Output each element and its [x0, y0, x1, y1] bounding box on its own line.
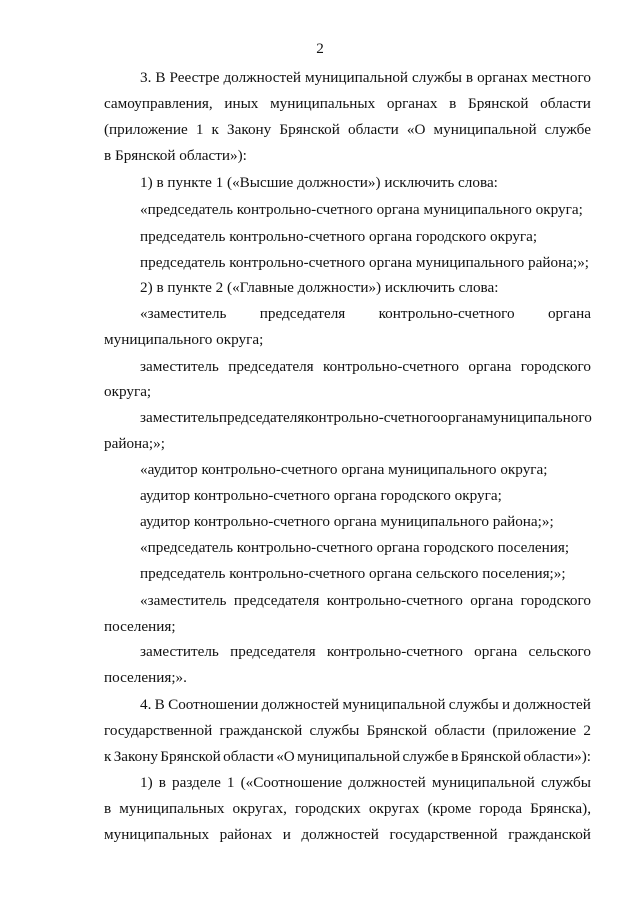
word: (приложение: [104, 121, 188, 138]
word: «заместитель: [140, 592, 227, 609]
word: к: [211, 121, 219, 138]
word: городского: [520, 358, 591, 375]
word: должностей: [261, 696, 340, 713]
text-line: председатель контрольно-счетного органа сельского поселения;»;: [140, 565, 566, 582]
text-line: в Брянской области»):: [104, 147, 247, 164]
word: государственной: [104, 722, 213, 739]
word: председателя: [218, 409, 305, 426]
text-line: аудитор контрольно-счетного органа муниципального района;»;: [140, 513, 554, 530]
word: В: [154, 696, 165, 713]
text-line: округа;: [104, 383, 152, 400]
text-line: [140, 592, 591, 610]
text-line: [140, 774, 591, 792]
word: Закону: [227, 121, 272, 138]
word: заместитель: [140, 409, 219, 426]
word: В: [155, 69, 166, 86]
word: органа: [547, 305, 591, 322]
word: должностей: [301, 826, 379, 843]
text-line: [140, 409, 591, 427]
word: заместитель: [140, 643, 219, 660]
word: муниципальной: [297, 748, 401, 765]
word: местного: [531, 69, 591, 86]
word: муниципальной: [304, 69, 409, 86]
text-line: [140, 696, 591, 714]
text-line: [140, 69, 591, 87]
text-line: [140, 643, 591, 661]
word: («Соотношение: [240, 774, 343, 791]
word: Брянска),: [530, 800, 591, 817]
word: «О: [276, 748, 295, 765]
word: службе: [402, 748, 449, 765]
word: к: [104, 748, 112, 765]
text-line: [104, 95, 591, 113]
word: контрольно-счетного: [378, 305, 515, 322]
word: органа: [440, 409, 484, 426]
word: области: [223, 748, 274, 765]
text-line: [140, 358, 591, 376]
word: заместитель: [140, 358, 219, 375]
word: в: [451, 748, 459, 765]
word: контрольно-счетного: [304, 409, 441, 426]
word: и: [501, 696, 511, 713]
word: округах: [368, 800, 420, 817]
text-line: муниципального округа;: [104, 331, 264, 348]
text-line: района;»;: [104, 435, 165, 452]
word: Закону: [113, 748, 158, 765]
word: Реестре: [169, 69, 220, 86]
text-line: председатель контрольно-счетного органа городского округа;: [140, 228, 538, 245]
word: 1: [195, 121, 204, 138]
word: в: [104, 800, 112, 817]
text-line: [104, 826, 591, 844]
word: гражданской: [219, 722, 303, 739]
word: самоуправления,: [104, 95, 213, 112]
word: 4.: [140, 696, 152, 713]
word: и: [282, 826, 291, 843]
word: Брянской: [366, 722, 428, 739]
word: области: [434, 722, 486, 739]
word: органа: [474, 643, 518, 660]
word: города: [479, 800, 522, 817]
word: (кроме: [427, 800, 472, 817]
word: в: [158, 774, 166, 791]
word: должностей: [348, 774, 426, 791]
text-line: [104, 748, 591, 766]
word: сельского: [528, 643, 591, 660]
word: округах,: [232, 800, 287, 817]
word: муниципальных: [119, 800, 225, 817]
text-line: 2) в пункте 2 («Главные должности») исключить слова:: [140, 279, 499, 296]
word: иных: [224, 95, 259, 112]
word: «О: [406, 121, 426, 138]
word: городских: [294, 800, 361, 817]
word: Соотношении: [168, 696, 259, 713]
text-line: «председатель контрольно-счетного органа городского поселения;: [140, 539, 570, 556]
word: муниципальных: [104, 826, 210, 843]
word: муниципальных: [270, 95, 376, 112]
word: органах: [386, 95, 438, 112]
word: области: [347, 121, 399, 138]
text-line: [104, 121, 591, 139]
page-number: 2: [316, 40, 324, 57]
word: должностей: [223, 69, 301, 86]
word: муниципального: [483, 409, 592, 426]
word: Брянской: [279, 121, 340, 138]
word: городского: [520, 592, 591, 609]
word: в: [449, 95, 457, 112]
word: разделе: [171, 774, 221, 791]
word: контрольно-счетного: [322, 358, 460, 375]
word: председателя: [259, 305, 346, 322]
word: Брянской: [160, 748, 221, 765]
word: службы: [412, 69, 462, 86]
word: председателя: [233, 592, 320, 609]
word: в: [465, 69, 474, 86]
word: 1: [226, 774, 235, 791]
word: муниципальной: [433, 121, 537, 138]
word: службе: [544, 121, 591, 138]
text-line: 1) в пункте 1 («Высшие должности») исключить слова:: [140, 174, 498, 191]
word: органа: [470, 592, 514, 609]
word: муниципальной: [431, 774, 535, 791]
word: гражданской: [508, 826, 591, 843]
word: области: [540, 95, 591, 112]
word: должностей: [513, 696, 591, 713]
word: (приложение: [492, 722, 577, 739]
word: Брянской: [467, 95, 529, 112]
word: государственной: [389, 826, 498, 843]
word: службы: [309, 722, 360, 739]
text-line: [104, 800, 591, 818]
word: службы: [448, 696, 499, 713]
word: службы: [541, 774, 591, 791]
word: Брянской: [460, 748, 522, 765]
word: «заместитель: [140, 305, 227, 322]
word: органах: [477, 69, 528, 86]
word: 1): [140, 774, 153, 791]
word: муниципальной: [342, 696, 446, 713]
text-line: аудитор контрольно-счетного органа городского округа;: [140, 487, 502, 504]
word: контрольно-счетного: [326, 592, 463, 609]
word: 2: [583, 722, 591, 739]
text-line: [104, 722, 591, 740]
text-line: [140, 305, 591, 323]
word: области»):: [523, 748, 591, 765]
word: районах: [219, 826, 273, 843]
word: 3.: [140, 69, 152, 86]
word: органа: [468, 358, 512, 375]
word: председателя: [230, 643, 316, 660]
text-line: «председатель контрольно-счетного органа муниципального округа;: [140, 201, 583, 218]
word: контрольно-счетного: [326, 643, 463, 660]
word: председателя: [228, 358, 314, 375]
text-line: председатель контрольно-счетного органа муниципального района;»;: [140, 254, 590, 271]
text-line: поселения;».: [104, 669, 187, 686]
text-line: поселения;: [104, 618, 176, 635]
text-line: «аудитор контрольно-счетного органа муниципального округа;: [140, 461, 548, 478]
